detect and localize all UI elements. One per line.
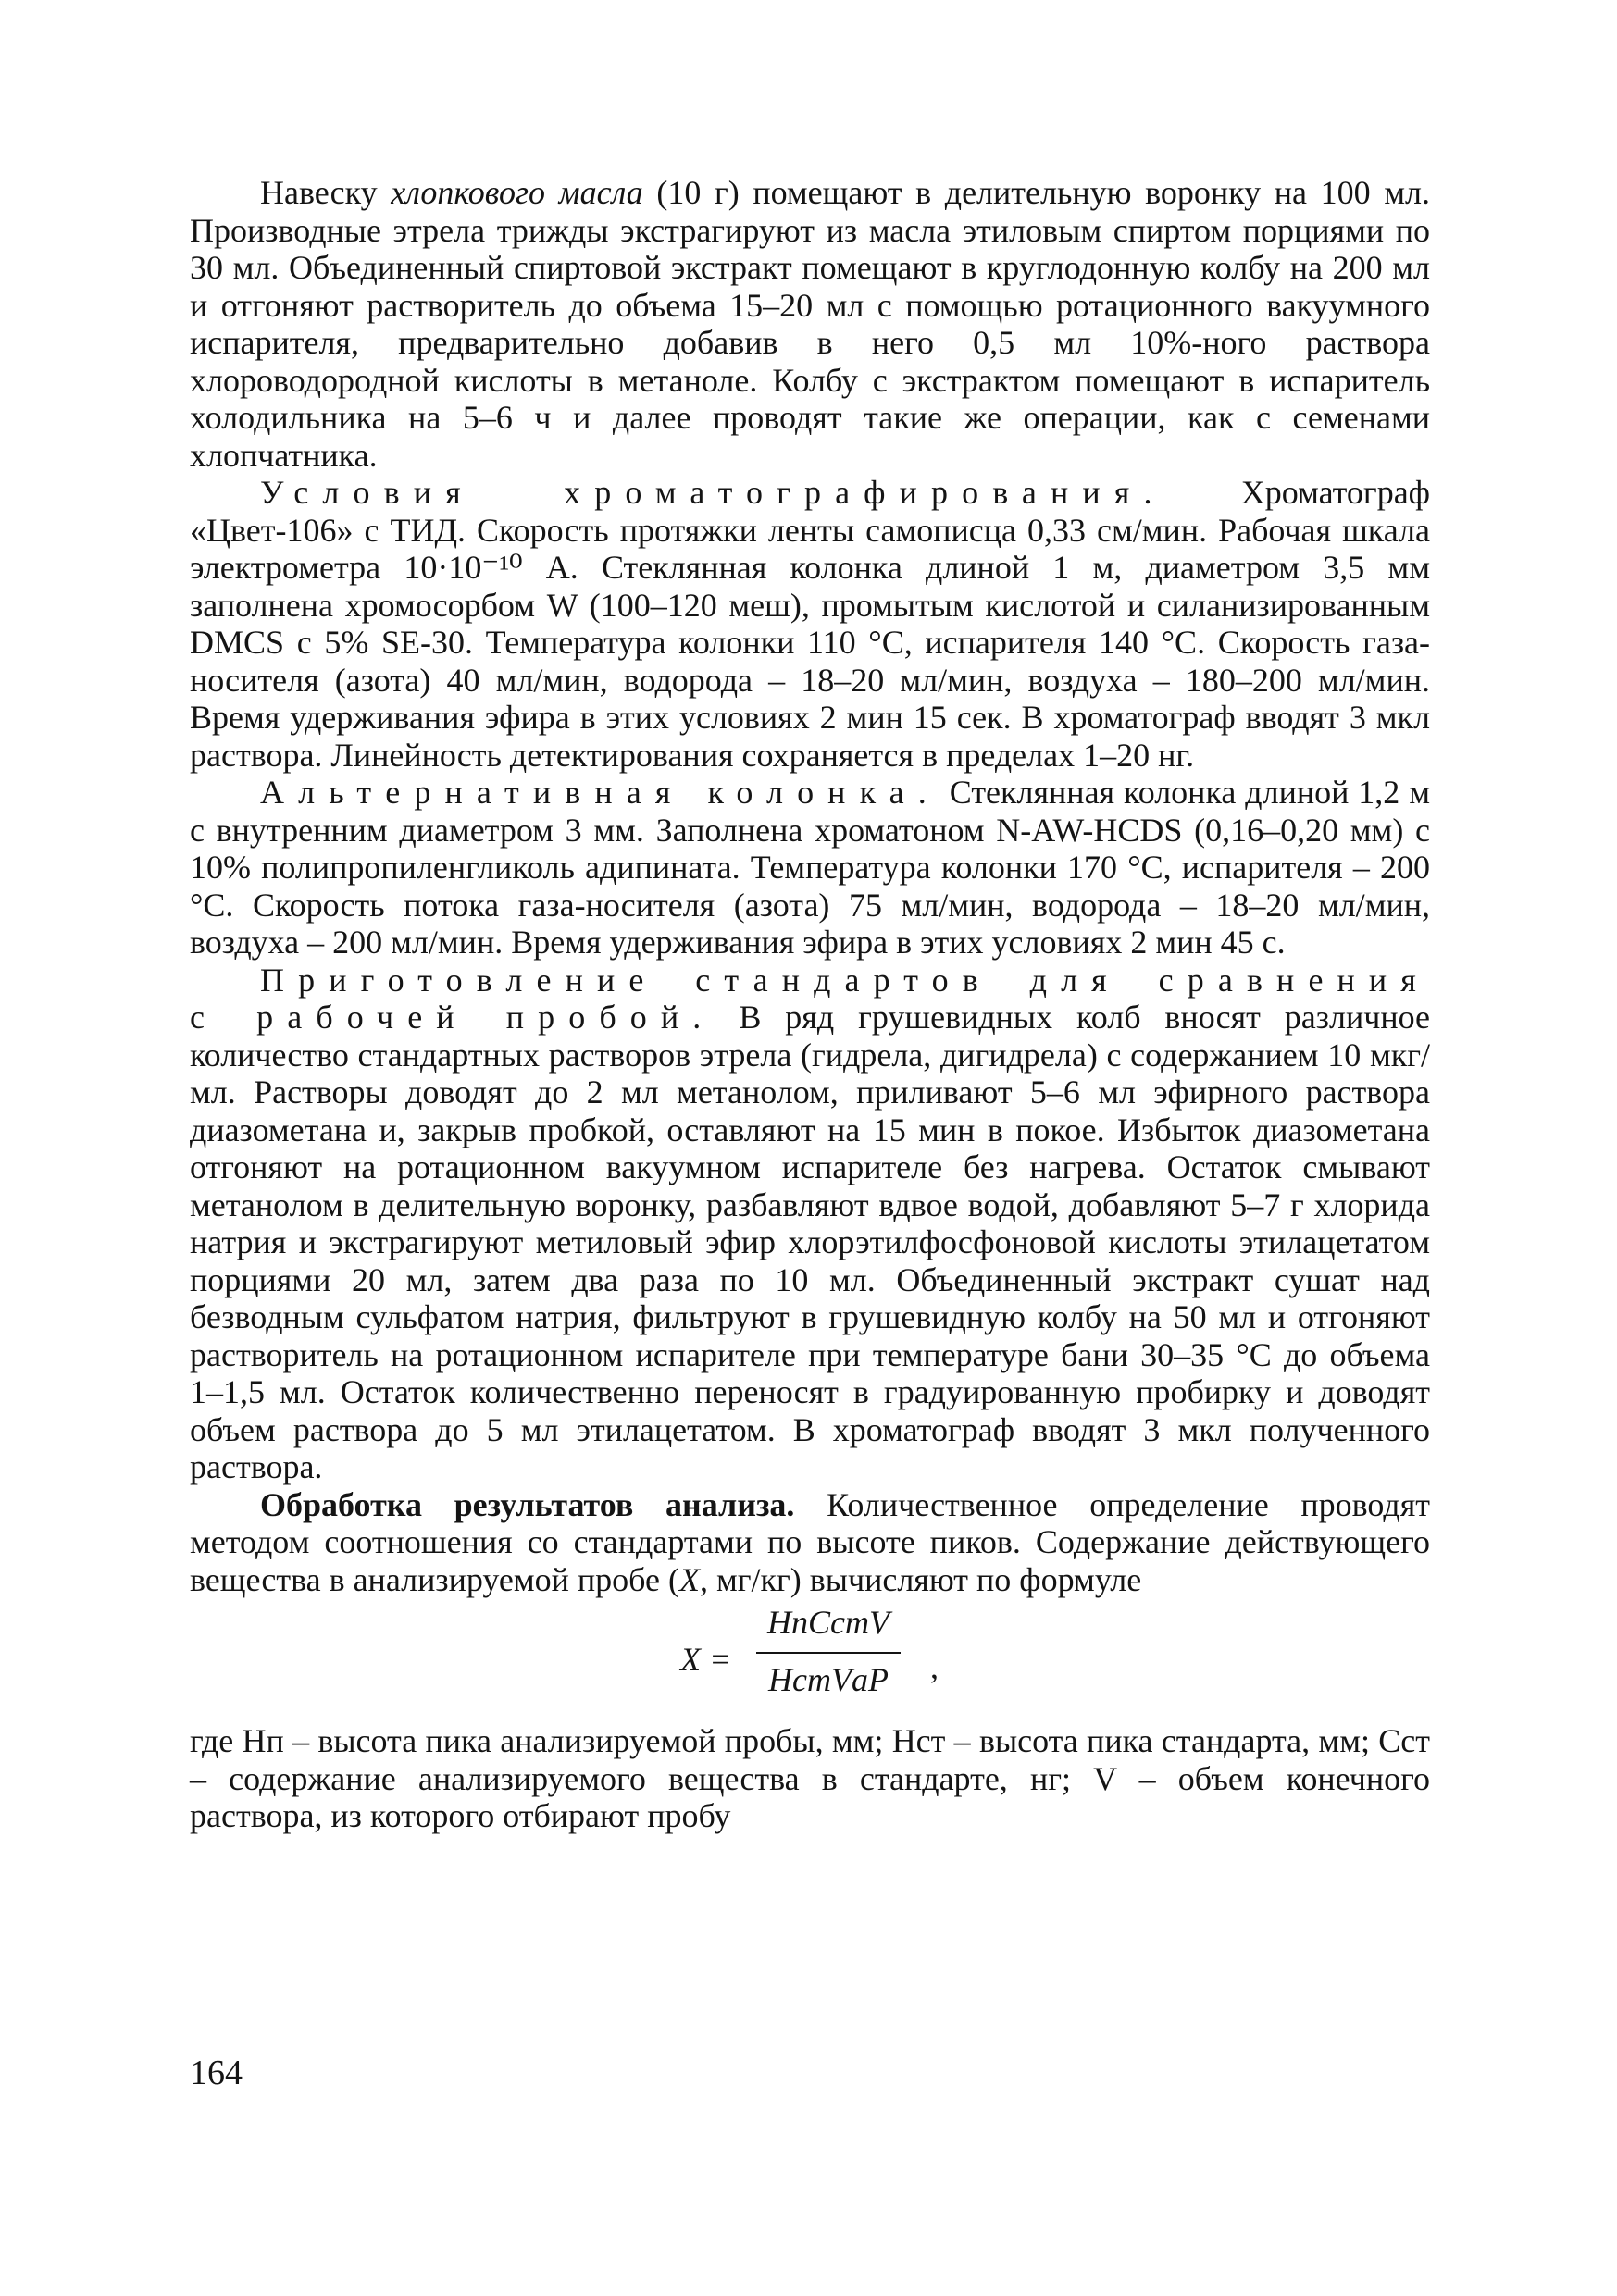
variable-x: X	[678, 1560, 700, 1598]
paragraph-cotton-oil-text: (10 г) помещают в делительную воронку на 100 мл. Производные этрела трижды экстрагируют из масла этиловым спиртом порциями по 30 мл. Объединенный спиртовой экстракт помещают в круглодонную колбу на 200 мл и отгоняют растворитель до объема 15–20 мл с помощью ротационного вакуумного испарителя, предварительно добавив в него 0,5 мл 10%-ного раствора хлороводородной кислоты в метаноле. Колбу с экстрактом помещают в испаритель холодильника на 5–6 ч и далее проводят такие же операции, как с семенами хлопчатника.	[190, 174, 1430, 474]
section-heading-results-processing: Обработка результатов анализа.	[260, 1485, 795, 1523]
formula-block	[190, 1604, 1430, 1719]
page-number: 164	[190, 2054, 243, 2092]
paragraph-variable-definitions: где Hп – высота пика анализируемой пробы, мм; Hст – высота пика стандарта, мм; Cст – содержание анализируемого вещества в стандарте, нг; V – объем конечного раствора, из которого отбирают пробу	[190, 1722, 1430, 1834]
paragraph-cotton-oil-lead: Навеску	[260, 174, 392, 211]
formula-fraction	[756, 1604, 901, 1699]
document-body	[190, 174, 1430, 1835]
paragraph-standards-preparation-text: В ряд грушевидных колб вносят различное количество стандартных растворов этрела (гидрела, дигидрела) с содержанием 10 мкг/мл. Растворы доводят до 2 мл метанолом, приливают 5–6 мл эфирного раствора диазометана и, закрыв пробкой, оставляют на 15 мин в покое. Избыток диазометана отгоняют на ротационном вакуумном испарителе без нагрева. Остаток смывают метанолом в делительную воронку, разбавляют вдвое водой, добавляют 5–7 г хлорида натрия и экстрагируют метиловый эфир хлорэтилфосфоновой кислоты этилацетатом порциями 20 мл, затем два раза по 10 мл. Объединенный экстракт сушат над безводным сульфатом натрия, фильтруют в грушевидную колбу на 50 мл и отгоняют растворитель на ротационном испарителе при температуре бани 30–35 °С до объема 1–1,5 мл. Остаток количественно переносят в градуированную пробирку и доводят объем раствора до 5 мл этилацетатом. В хроматограф вводят 3 мкл полученного раствора.	[190, 999, 1430, 1485]
section-heading-alternative-column: Альтернативная колонка.	[260, 774, 940, 811]
section-heading-standards-preparation: Приготовление стандартов для сравнения с рабочей пробой.	[190, 961, 1430, 1036]
paragraph-results-processing	[190, 1486, 1430, 1599]
paragraph-chromatography-conditions	[190, 474, 1430, 774]
formula-trailing-comma: ,	[930, 1648, 939, 1685]
paragraph-chromatography-conditions-text: Хроматограф «Цвет-106» с ТИД. Скорость протяжки ленты самописца 0,33 см/мин. Рабочая шкала электрометра 10·10⁻¹⁰ А. Стеклянная колонка длиной 1 м, диаметром 3,5 мм заполнена хромосорбом W (100–120 меш), промытым кислотой и силанизированным DMCS с 5% SE-30. Температура колонки 110 °С, испарителя 140 °С. Скорость газа-носителя (азота) 40 мл/мин, водорода – 18–20 мл/мин, воздуха – 180–200 мл/мин. Время удерживания эфира в этих условиях 2 мин 15 сек. В хроматограф вводят 3 мкл раствора. Линейность детектирования сохраняется в пределах 1–20 нг.	[190, 474, 1430, 774]
paragraph-alternative-column	[190, 774, 1430, 962]
paragraph-standards-preparation	[190, 962, 1430, 1486]
paragraph-cotton-oil	[190, 174, 1430, 474]
section-heading-chromatography-conditions: Условия хроматографирования.	[260, 474, 1166, 511]
paragraph-results-processing-tail: , мг/кг) вычисляют по формуле	[699, 1560, 1142, 1598]
paragraph-results-processing-text: Количественное определение проводят методом соотношения со стандартами по высоте пиков. Содержание действующего вещества в анализируемой пробе (	[190, 1485, 1430, 1598]
fraction-bar	[756, 1652, 901, 1654]
formula-numerator: HпCстV	[767, 1604, 889, 1641]
cotton-oil-term: хлопкового масла	[391, 174, 643, 211]
formula-lhs: X =	[680, 1641, 732, 1678]
formula-denominator: HстVаP	[768, 1661, 889, 1698]
paragraph-alternative-column-text: Стеклянная колонка длиной 1,2 м с внутренним диаметром 3 мм. Заполнена хроматоном N-AW-HCDS (0,16–0,20 мм) с 10% полипропиленгликоль адипината. Температура колонки 170 °С, испарителя – 200 °С. Скорость потока газа-носителя (азота) 75 мл/мин, водорода – 18–20 мл/мин, воздуха – 200 мл/мин. Время удерживания эфира в этих условиях 2 мин 45 с.	[190, 774, 1430, 961]
